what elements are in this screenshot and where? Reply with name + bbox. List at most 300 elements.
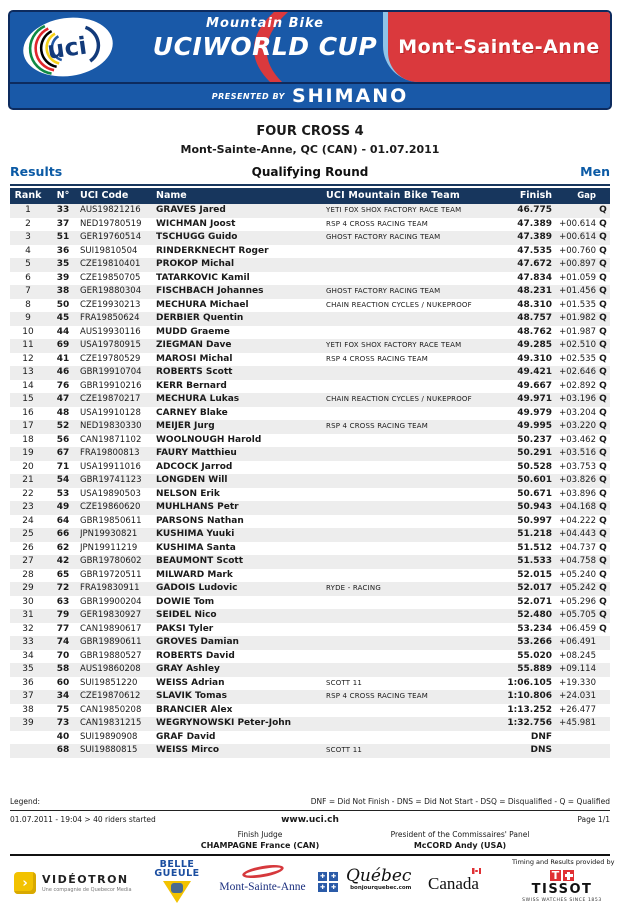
team-cell: CHAIN REACTION CYCLES / NUKEPROOF xyxy=(326,300,472,309)
svg-text:uci: uci xyxy=(45,31,89,65)
table-row xyxy=(10,474,610,488)
team-cell xyxy=(326,366,494,380)
president-role: President of the Commissaires' Panel xyxy=(390,830,530,839)
gap-cell: +00.614 xyxy=(559,232,596,242)
table-row xyxy=(10,663,610,677)
sponsor-strip xyxy=(0,858,620,912)
number-cell: 68 xyxy=(56,745,70,755)
name-cell: MUDD Graeme xyxy=(156,326,230,337)
uci-code-cell: GBR19780602 xyxy=(80,556,142,566)
table-row xyxy=(10,515,610,529)
belle-gueule-emblem-icon xyxy=(171,883,183,893)
team-cell xyxy=(326,326,494,340)
table-row xyxy=(10,393,610,407)
finish-cell: 1:32.756 xyxy=(507,718,552,728)
gap-cell: +01.987 xyxy=(559,326,596,337)
videotron-tagline: Une compagnie de Quebecor Media xyxy=(42,887,132,893)
name-cell: WEISS Mirco xyxy=(156,745,220,755)
belle-gueule-triangle-icon xyxy=(163,881,191,903)
number-cell: 66 xyxy=(56,529,70,539)
number-cell: 67 xyxy=(56,448,70,458)
rank-cell: 31 xyxy=(22,610,34,620)
name-cell: GRAF David xyxy=(156,731,216,742)
legend-rule xyxy=(10,810,610,811)
round-label: Qualifying Round xyxy=(251,165,369,179)
col-rank: Rank xyxy=(14,190,42,201)
finish-cell: 49.667 xyxy=(517,380,552,391)
number-cell: 54 xyxy=(56,475,70,485)
qualified-cell: Q xyxy=(599,596,607,607)
name-cell: FISCHBACH Johannes xyxy=(156,286,264,296)
team-cell xyxy=(326,555,494,569)
finish-cell: 50.237 xyxy=(517,434,552,445)
event-banner xyxy=(8,10,612,110)
gap-cell: +05.240 xyxy=(559,569,596,580)
number-cell: 56 xyxy=(56,434,70,445)
name-cell: MUHLHANS Petr xyxy=(156,502,239,512)
gap-cell: +00.897 xyxy=(559,259,596,269)
number-cell: 70 xyxy=(56,650,70,661)
name-cell: TSCHUGG Guido xyxy=(156,232,238,242)
finish-cell: 48.757 xyxy=(517,313,552,323)
col-name: Name xyxy=(156,190,187,201)
number-cell: 62 xyxy=(56,542,70,553)
table-row xyxy=(10,636,610,650)
venue-panel xyxy=(388,12,610,82)
gap-cell xyxy=(552,204,596,218)
number-cell: 73 xyxy=(56,718,70,728)
qualified-cell: Q xyxy=(599,272,607,283)
gap-cell: +06.459 xyxy=(559,623,596,634)
uci-code-cell: SUI19890908 xyxy=(80,731,138,742)
gap-cell: +01.982 xyxy=(559,313,596,323)
team-cell xyxy=(326,542,494,556)
name-cell: DERBIER Quentin xyxy=(156,313,244,323)
qualified-cell: Q xyxy=(599,407,607,418)
canada-flag-icon xyxy=(472,868,481,874)
qualified-cell: Q xyxy=(599,529,607,539)
rank-cell: 26 xyxy=(22,542,34,553)
team-cell xyxy=(326,596,494,610)
gap-cell: +00.614 xyxy=(559,218,596,229)
table-row xyxy=(10,609,610,623)
timestamp-riders: 01.07.2011 - 19:04 > 40 riders started xyxy=(10,815,156,824)
number-cell: 52 xyxy=(56,421,70,431)
uci-code-cell: GER19760514 xyxy=(80,232,142,242)
rank-cell: 14 xyxy=(22,380,34,391)
presented-by-label: PRESENTED BY xyxy=(211,91,285,101)
finish-cell: 48.231 xyxy=(517,286,552,296)
rank-cell: 12 xyxy=(22,353,34,364)
uci-code-cell: USA19910128 xyxy=(80,407,141,418)
finish-cell: 49.995 xyxy=(517,421,552,431)
legend-row xyxy=(10,797,610,806)
table-row xyxy=(10,623,610,637)
finish-cell: 52.015 xyxy=(517,569,552,580)
uci-code-cell: CAN19890617 xyxy=(80,623,142,634)
rank-cell: 35 xyxy=(22,664,34,674)
gap-cell: +24.031 xyxy=(559,691,596,701)
finish-cell: 47.834 xyxy=(517,272,552,283)
name-cell: TATARKOVIC Kamil xyxy=(156,272,250,283)
number-cell: 44 xyxy=(56,326,70,337)
number-cell: 42 xyxy=(56,556,70,566)
finish-cell: 48.310 xyxy=(517,299,552,310)
qualified-cell: Q xyxy=(599,380,607,391)
rank-cell: 16 xyxy=(22,407,34,418)
rank-cell: 25 xyxy=(22,529,34,539)
finish-cell: 55.020 xyxy=(517,650,552,661)
gap-cell: +04.443 xyxy=(559,529,596,539)
table-row xyxy=(10,407,610,421)
qualified-cell xyxy=(596,690,610,704)
rank-cell: 37 xyxy=(22,691,34,701)
finish-cell: 53.234 xyxy=(517,623,552,634)
qualified-cell: Q xyxy=(599,353,607,364)
col-gap: Gap xyxy=(577,191,596,201)
qualified-cell: Q xyxy=(599,515,607,526)
number-cell: 39 xyxy=(56,272,70,283)
table-row xyxy=(10,582,610,596)
rank-cell: 19 xyxy=(22,448,34,458)
number-cell: 33 xyxy=(56,205,70,215)
name-cell: WICHMAN Joost xyxy=(156,218,236,229)
finish-cell: DNS xyxy=(530,745,552,755)
finish-judge-role: Finish Judge xyxy=(237,830,283,839)
quebec-name: Québec xyxy=(346,866,412,886)
rank-cell xyxy=(10,744,46,758)
name-cell: WEISS Adrian xyxy=(156,677,225,688)
section-bar xyxy=(10,164,610,179)
qualified-cell xyxy=(596,677,610,691)
table-row xyxy=(10,542,610,556)
name-cell: PARSONS Nathan xyxy=(156,515,244,526)
qualified-cell: Q xyxy=(599,205,607,215)
number-cell: 46 xyxy=(56,367,70,377)
results-label: Results xyxy=(10,164,63,179)
qualified-cell xyxy=(596,704,610,718)
table-row xyxy=(10,326,610,340)
qualified-cell: Q xyxy=(599,232,607,242)
uci-code-cell: JPN19911219 xyxy=(80,542,138,553)
team-cell: SCOTT 11 xyxy=(326,678,363,687)
gap-cell: +01.456 xyxy=(559,286,596,296)
gap-cell: +02.646 xyxy=(559,367,596,377)
qualified-cell: Q xyxy=(599,299,607,310)
name-cell: LONGDEN Will xyxy=(156,475,228,485)
qualified-cell: Q xyxy=(599,434,607,445)
table-row xyxy=(10,285,610,299)
rank-cell: 27 xyxy=(22,556,34,566)
finish-cell: 49.285 xyxy=(517,340,552,350)
name-cell: GADOIS Ludovic xyxy=(156,583,238,593)
team-cell: CHAIN REACTION CYCLES / NUKEPROOF xyxy=(326,395,472,403)
mont-sainte-anne-logo xyxy=(215,866,310,893)
finish-cell: 49.310 xyxy=(517,353,552,364)
team-cell xyxy=(326,569,494,583)
table-row xyxy=(10,744,610,758)
category-label: Men xyxy=(580,164,610,179)
uci-code-cell: CZE19860620 xyxy=(80,502,141,512)
gap-cell: +02.510 xyxy=(559,340,596,350)
timing-provided-label: Timing and Results provided by xyxy=(512,858,615,866)
rank-cell: 11 xyxy=(22,340,34,350)
finish-cell: 51.218 xyxy=(517,529,552,539)
legend-text: DNF = Did Not Finish - DNS = Did Not Start - DSQ = Disqualified - Q = Qualified xyxy=(310,797,610,806)
qualified-cell: Q xyxy=(599,623,607,634)
uci-code-cell: CAN19850208 xyxy=(80,704,142,715)
number-cell: 34 xyxy=(56,691,70,701)
gap-cell: +04.168 xyxy=(559,502,596,512)
number-cell: 75 xyxy=(56,704,70,715)
rank-cell: 4 xyxy=(25,245,31,256)
finish-cell: 1:06.105 xyxy=(507,677,552,688)
name-cell: RINDERKNECHT Roger xyxy=(156,245,269,256)
uci-code-cell: CZE19850705 xyxy=(80,272,141,283)
team-cell xyxy=(326,245,494,259)
number-cell: 40 xyxy=(56,731,70,742)
team-cell xyxy=(326,474,494,488)
uci-code-cell: CAN19831215 xyxy=(80,718,142,728)
table-row xyxy=(10,272,610,286)
tissot-logo xyxy=(512,858,615,903)
gap-cell: +26.477 xyxy=(559,704,596,715)
gap-cell: +03.196 xyxy=(559,394,596,404)
uci-code-cell: GBR19890611 xyxy=(80,637,142,647)
number-cell: 77 xyxy=(56,623,70,634)
col-qualified xyxy=(596,188,610,204)
banner-top xyxy=(10,12,610,82)
team-cell: RSP 4 CROSS RACING TEAM xyxy=(326,422,429,430)
finish-cell: 50.291 xyxy=(517,448,552,458)
team-cell xyxy=(326,434,494,448)
name-cell: NELSON Erik xyxy=(156,488,220,499)
results-table xyxy=(10,188,610,758)
number-cell: 53 xyxy=(56,488,70,499)
number-cell: 50 xyxy=(56,299,70,310)
qualified-cell: Q xyxy=(599,218,607,229)
belle-gueule-logo xyxy=(148,860,206,903)
number-cell: 41 xyxy=(56,353,70,364)
name-cell: ZIEGMAN Dave xyxy=(156,340,232,350)
gap-cell: +03.462 xyxy=(559,434,596,445)
videotron-logo xyxy=(14,872,132,894)
qualified-cell xyxy=(596,731,610,745)
name-cell: WOOLNOUGH Harold xyxy=(156,434,262,445)
qualified-cell: Q xyxy=(599,488,607,499)
legend-label: Legend: xyxy=(10,797,41,806)
uci-code-cell: CZE19870217 xyxy=(80,394,141,404)
rank-cell: 23 xyxy=(22,502,34,512)
uci-code-cell: GBR19910216 xyxy=(80,380,142,391)
gap-cell: +03.516 xyxy=(559,448,596,458)
quebec-url-link[interactable]: bonjourquebec.com xyxy=(350,885,412,891)
uci-code-cell: AUS19821216 xyxy=(80,205,141,215)
name-cell: MECHURA Lukas xyxy=(156,394,240,404)
qualified-cell: Q xyxy=(599,610,607,620)
team-cell xyxy=(326,650,494,664)
uci-code-cell: AUS19860208 xyxy=(80,664,141,674)
gap-cell: +04.222 xyxy=(559,515,596,526)
gap-cell: +02.535 xyxy=(559,353,596,364)
team-cell xyxy=(326,528,494,542)
finish-cell: 50.601 xyxy=(517,475,552,485)
tissot-emblem-icon: T xyxy=(512,870,612,881)
videotron-name: VIDÉOTRON xyxy=(42,873,129,886)
team-cell xyxy=(326,312,494,326)
table-row xyxy=(10,447,610,461)
rank-cell: 20 xyxy=(22,461,34,472)
shimano-logo-text: SHIMANO xyxy=(291,85,409,107)
table-row xyxy=(10,420,610,434)
name-cell: ROBERTS David xyxy=(156,650,235,661)
finish-cell: 55.889 xyxy=(517,664,552,674)
col-uci-code: UCI Code xyxy=(80,190,129,201)
gap-cell: +19.330 xyxy=(559,677,596,688)
name-cell: MAROSI Michal xyxy=(156,353,233,364)
canada-wordmark: Canada xyxy=(428,874,479,893)
president-name: McCORD Andy (USA) xyxy=(413,841,507,850)
tissot-tagline: SWISS WATCHES SINCE 1853 xyxy=(522,898,602,903)
finish-cell: DNF xyxy=(530,731,552,742)
qualified-cell: Q xyxy=(599,583,607,593)
name-cell: ADCOCK Jarrod xyxy=(156,461,233,472)
team-cell xyxy=(326,704,494,718)
qualified-cell: Q xyxy=(599,259,607,269)
name-cell: BEAUMONT Scott xyxy=(156,556,244,566)
finish-cell: 47.535 xyxy=(517,245,552,256)
number-cell: 69 xyxy=(56,340,70,350)
rank-cell: 17 xyxy=(22,421,34,431)
finish-cell: 47.672 xyxy=(517,259,552,269)
number-cell: 71 xyxy=(56,461,70,472)
uci-code-cell: SUI19880815 xyxy=(80,745,138,755)
footer-row xyxy=(10,815,610,825)
belle-gueule-line1: BELLE xyxy=(159,859,195,870)
rank-cell: 38 xyxy=(22,704,34,715)
uci-code-cell: FRA19830911 xyxy=(80,583,140,593)
qualified-cell: Q xyxy=(599,461,607,472)
gap-cell: +04.758 xyxy=(559,556,596,566)
number-cell: 63 xyxy=(56,596,70,607)
number-cell: 64 xyxy=(56,515,70,526)
team-cell: RYDE - RACING xyxy=(326,584,381,592)
msa-swoosh-icon xyxy=(241,862,284,880)
finish-cell: 51.533 xyxy=(517,556,552,566)
table-row xyxy=(10,366,610,380)
qualified-cell: Q xyxy=(599,326,607,337)
rank-cell: 29 xyxy=(22,583,34,593)
qualified-cell: Q xyxy=(599,502,607,512)
qualified-cell: Q xyxy=(599,286,607,296)
number-cell: 38 xyxy=(56,286,70,296)
team-cell xyxy=(326,717,494,731)
qualified-cell: Q xyxy=(599,542,607,553)
finish-cell: 53.266 xyxy=(517,637,552,647)
team-cell xyxy=(326,272,494,286)
team-cell: RSP 4 CROSS RACING TEAM xyxy=(326,692,429,700)
table-row xyxy=(10,528,610,542)
uci-code-cell: NED19780519 xyxy=(80,218,142,229)
team-cell: YETI FOX SHOX FACTORY RACE TEAM xyxy=(326,206,462,214)
table-row xyxy=(10,731,610,745)
number-cell: 48 xyxy=(56,407,70,418)
uci-code-cell: GBR19720511 xyxy=(80,569,142,580)
team-cell xyxy=(326,515,494,529)
team-cell xyxy=(326,609,494,623)
qualified-cell: Q xyxy=(599,245,607,256)
uci-code-cell: NED19830330 xyxy=(80,421,142,431)
uci-code-cell: GBR19850611 xyxy=(80,515,142,526)
rank-cell: 33 xyxy=(22,637,34,647)
results-table-body xyxy=(10,204,610,758)
uci-code-cell: USA19911016 xyxy=(80,461,141,472)
uci-code-cell: USA19780915 xyxy=(80,340,141,350)
uci-website-link[interactable]: www.uci.ch xyxy=(281,815,339,825)
table-row xyxy=(10,299,610,313)
team-cell xyxy=(326,407,494,421)
table-row xyxy=(10,596,610,610)
gap-cell: +04.737 xyxy=(559,542,596,553)
table-row xyxy=(10,258,610,272)
table-row xyxy=(10,690,610,704)
rank-cell: 24 xyxy=(22,515,34,526)
name-cell: GRAVES Jared xyxy=(156,205,226,215)
gap-cell xyxy=(552,744,596,758)
qualified-cell xyxy=(596,663,610,677)
team-cell: GHOST FACTORY RACING TEAM xyxy=(326,233,441,241)
gap-cell: +45.981 xyxy=(559,718,596,728)
rank-cell: 9 xyxy=(25,313,31,323)
gap-cell: +08.245 xyxy=(559,650,596,661)
qualified-cell: Q xyxy=(599,569,607,580)
rank-cell xyxy=(10,731,46,745)
venue-name: Mont-Sainte-Anne xyxy=(398,36,600,58)
canada-logo xyxy=(428,874,479,894)
rank-cell: 28 xyxy=(22,569,34,580)
uci-code-cell: JPN19930821 xyxy=(80,529,138,539)
rank-cell: 30 xyxy=(22,596,34,607)
table-row xyxy=(10,353,610,367)
col-finish: Finish xyxy=(519,190,552,201)
table-row xyxy=(10,339,610,353)
rank-cell: 8 xyxy=(25,299,31,310)
name-cell: SEIDEL Nico xyxy=(156,610,217,620)
gap-cell: +00.760 xyxy=(559,245,596,256)
finish-cell: 1:13.252 xyxy=(507,704,552,715)
uci-code-cell: GBR19900204 xyxy=(80,596,142,607)
finish-cell: 50.671 xyxy=(517,488,552,499)
qualified-cell xyxy=(596,650,610,664)
gap-cell: +03.753 xyxy=(559,461,596,472)
gap-cell: +03.204 xyxy=(559,407,596,418)
gap-cell: +02.892 xyxy=(559,380,596,391)
number-cell: 76 xyxy=(56,380,70,391)
team-cell xyxy=(326,258,494,272)
finish-cell: 47.389 xyxy=(517,232,552,242)
number-cell: 58 xyxy=(56,664,70,674)
finish-cell: 1:10.806 xyxy=(507,691,552,701)
name-cell: DOWIE Tom xyxy=(156,596,215,607)
number-cell: 47 xyxy=(56,394,70,404)
uci-code-cell: GBR19910704 xyxy=(80,367,142,377)
table-row xyxy=(10,704,610,718)
uci-code-cell: USA19890503 xyxy=(80,488,141,499)
name-cell: PROKOP Michal xyxy=(156,259,235,269)
gap-cell xyxy=(552,731,596,745)
finish-cell: 52.480 xyxy=(517,610,552,620)
rank-cell: 34 xyxy=(22,650,34,661)
